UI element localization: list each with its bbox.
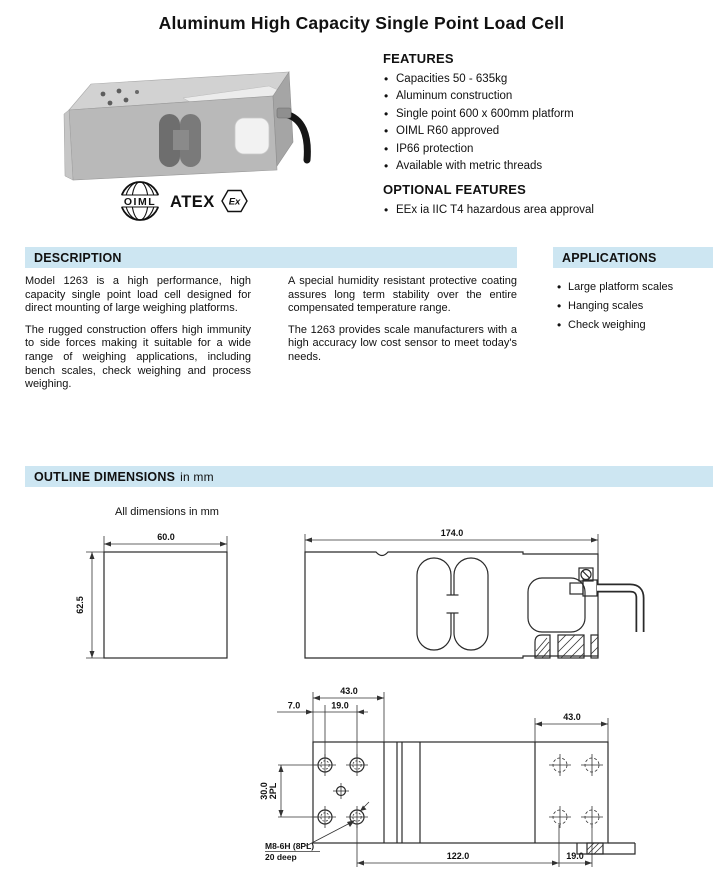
- atex-ex-label: Ex: [228, 196, 241, 208]
- applications-header-bar: [553, 247, 713, 268]
- hidden-hole: [549, 806, 571, 828]
- arrowhead: [357, 861, 364, 866]
- dim-43-right-label: 43.0: [563, 712, 581, 722]
- arrowhead: [377, 696, 384, 701]
- product-photo: [63, 58, 315, 184]
- cable-exit: [570, 580, 640, 632]
- center-hole: [333, 783, 349, 799]
- application-item: • Check weighing: [556, 316, 714, 335]
- description-paragraph: Model 1263 is a high performance, high capacity single point load cell designed for direct mounting of large weighing platforms.: [25, 275, 251, 315]
- arrowhead: [90, 651, 95, 658]
- photo-cable-gland: [277, 108, 291, 118]
- hidden-hole: [581, 806, 603, 828]
- end-view-body: [104, 552, 227, 658]
- plan-view-drawing: [256, 678, 696, 876]
- thread-note-line1: M8-6H (8PL): [265, 841, 315, 851]
- hatch-block: [535, 635, 550, 658]
- dim-30-label: 30.0: [259, 782, 269, 800]
- application-item: • Large platform scales: [556, 278, 714, 297]
- hidden-hole: [549, 754, 571, 776]
- hatched-section: [535, 635, 598, 658]
- dim-122-label: 122.0: [446, 851, 470, 861]
- features-list: [383, 71, 713, 175]
- arrowhead: [279, 765, 284, 772]
- photo-sensor-cover: [235, 118, 269, 154]
- thread-note-line2: 20 deep: [265, 852, 297, 862]
- feature-item: • OIML R60 approved: [383, 123, 713, 140]
- outline-dimensions-heading: OUTLINE DIMENSIONS: [34, 469, 176, 484]
- feature-item: • Capacities 50 - 635kg: [383, 71, 713, 88]
- atex-logo: [170, 191, 247, 212]
- arrowhead: [535, 722, 542, 727]
- oiml-logo: [120, 182, 160, 220]
- description-paragraph: The 1263 provides scale manufacturers with a high accuracy low cost sensor to meet today's needs.: [288, 323, 517, 363]
- dim-7-label: 7.0: [287, 700, 301, 711]
- dim-19-top-label: 19.0: [331, 700, 349, 711]
- photo-flexure-web: [173, 130, 189, 150]
- flexure-capsule-right: [454, 558, 488, 650]
- dim-length-label: 174.0: [440, 528, 464, 538]
- seal-screw: [579, 568, 593, 581]
- cable-inner: [597, 588, 640, 632]
- arrowhead: [90, 552, 95, 559]
- arrowhead: [357, 710, 364, 715]
- tapped-holes-left: [314, 754, 368, 828]
- photo-screw-hole: [117, 89, 122, 94]
- outline-dimensions-header-bar: [25, 466, 713, 487]
- arrowhead: [552, 861, 559, 866]
- dim-height-label: 62.5: [75, 596, 85, 614]
- hatch-line: [536, 638, 547, 651]
- atex-label: ATEX: [170, 193, 215, 211]
- dimensions-note: All dimensions in mm: [115, 506, 219, 518]
- optional-feature-item: • EEx ia IIC T4 hazardous area approval: [383, 202, 713, 219]
- flexure-cutout: [417, 558, 488, 650]
- arrowhead: [601, 722, 608, 727]
- photo-screw-hole: [108, 101, 113, 106]
- gauge-cavity: [528, 578, 585, 632]
- end-view-svg: [58, 528, 248, 673]
- logos-svg: [118, 178, 268, 224]
- applications-heading: APPLICATIONS: [562, 250, 657, 265]
- approval-logos: [118, 178, 268, 224]
- end-view-drawing: [58, 528, 248, 678]
- description-paragraph: A special humidity resistant protective coating assures long term stability over the entire compensated temperature range.: [288, 275, 517, 315]
- photo-screw-hole: [101, 92, 106, 97]
- optional-features-heading: OPTIONAL FEATURES: [383, 182, 527, 198]
- tab-outline: [577, 843, 635, 854]
- feature-item: • Single point 600 x 600mm platform: [383, 106, 713, 123]
- bottom-tab: [577, 843, 635, 854]
- arrowhead: [585, 861, 592, 866]
- side-view-svg: [266, 528, 686, 668]
- feature-item: • Aluminum construction: [383, 88, 713, 105]
- hatch-line: [591, 637, 598, 644]
- plan-view-svg: [256, 678, 696, 876]
- cable-outer: [597, 588, 640, 632]
- hatch-line: [588, 843, 599, 854]
- arrowhead: [220, 542, 227, 547]
- tapped-hole: [314, 806, 336, 828]
- flexure-capsule-left: [417, 558, 451, 650]
- photo-screw-hole: [135, 90, 139, 94]
- hatch-line: [542, 649, 550, 658]
- feature-item: • IP66 protection: [383, 141, 713, 158]
- application-item: • Hanging scales: [556, 297, 714, 316]
- oiml-label: OIML: [123, 196, 157, 208]
- description-heading: DESCRIPTION: [34, 250, 122, 265]
- features-section: [383, 51, 713, 220]
- optional-features-list: [383, 202, 713, 219]
- photo-screw-hole: [124, 98, 129, 103]
- hatch-line: [591, 647, 598, 654]
- page-title: Aluminum High Capacity Single Point Load Cell: [158, 13, 565, 33]
- description-header-bar: [25, 247, 517, 268]
- hatch-line: [561, 635, 584, 658]
- dim-width-label: 60.0: [157, 532, 175, 542]
- hatch-line: [558, 635, 575, 652]
- arrowhead: [591, 538, 598, 543]
- features-heading: FEATURES: [383, 51, 454, 66]
- load-cell-photo-svg: [63, 58, 315, 184]
- dim-19-bottom-label: 19.0: [566, 851, 584, 861]
- arrowhead: [305, 538, 312, 543]
- dim-2pl-label: 2PL: [268, 782, 278, 800]
- arrowhead: [313, 696, 320, 701]
- arrowhead: [360, 806, 367, 812]
- hidden-holes-right: [549, 754, 603, 828]
- description-column-2: [288, 275, 517, 373]
- arrowhead: [306, 710, 313, 715]
- description-column-1: [25, 275, 251, 400]
- dim-43-left-label: 43.0: [340, 686, 358, 696]
- hatch-line: [558, 635, 566, 643]
- flexure-waist: [447, 595, 459, 613]
- arrowhead: [104, 542, 111, 547]
- hidden-hole: [581, 754, 603, 776]
- arrowhead: [279, 810, 284, 817]
- outline-dimensions-units: in mm: [180, 469, 214, 484]
- cable-ferrule: [570, 583, 583, 594]
- screw-slot: [583, 571, 590, 578]
- description-paragraph: The rugged construction offers high immunity to side forces making it suitable for a wide range of weighing applications, including bench scales, check weighing and process weighing.: [25, 323, 251, 391]
- side-view-drawing: [266, 528, 686, 673]
- applications-section: [556, 278, 714, 335]
- feature-item: • Available with metric threads: [383, 158, 713, 175]
- applications-list: [556, 278, 714, 335]
- hatch-line: [536, 642, 549, 657]
